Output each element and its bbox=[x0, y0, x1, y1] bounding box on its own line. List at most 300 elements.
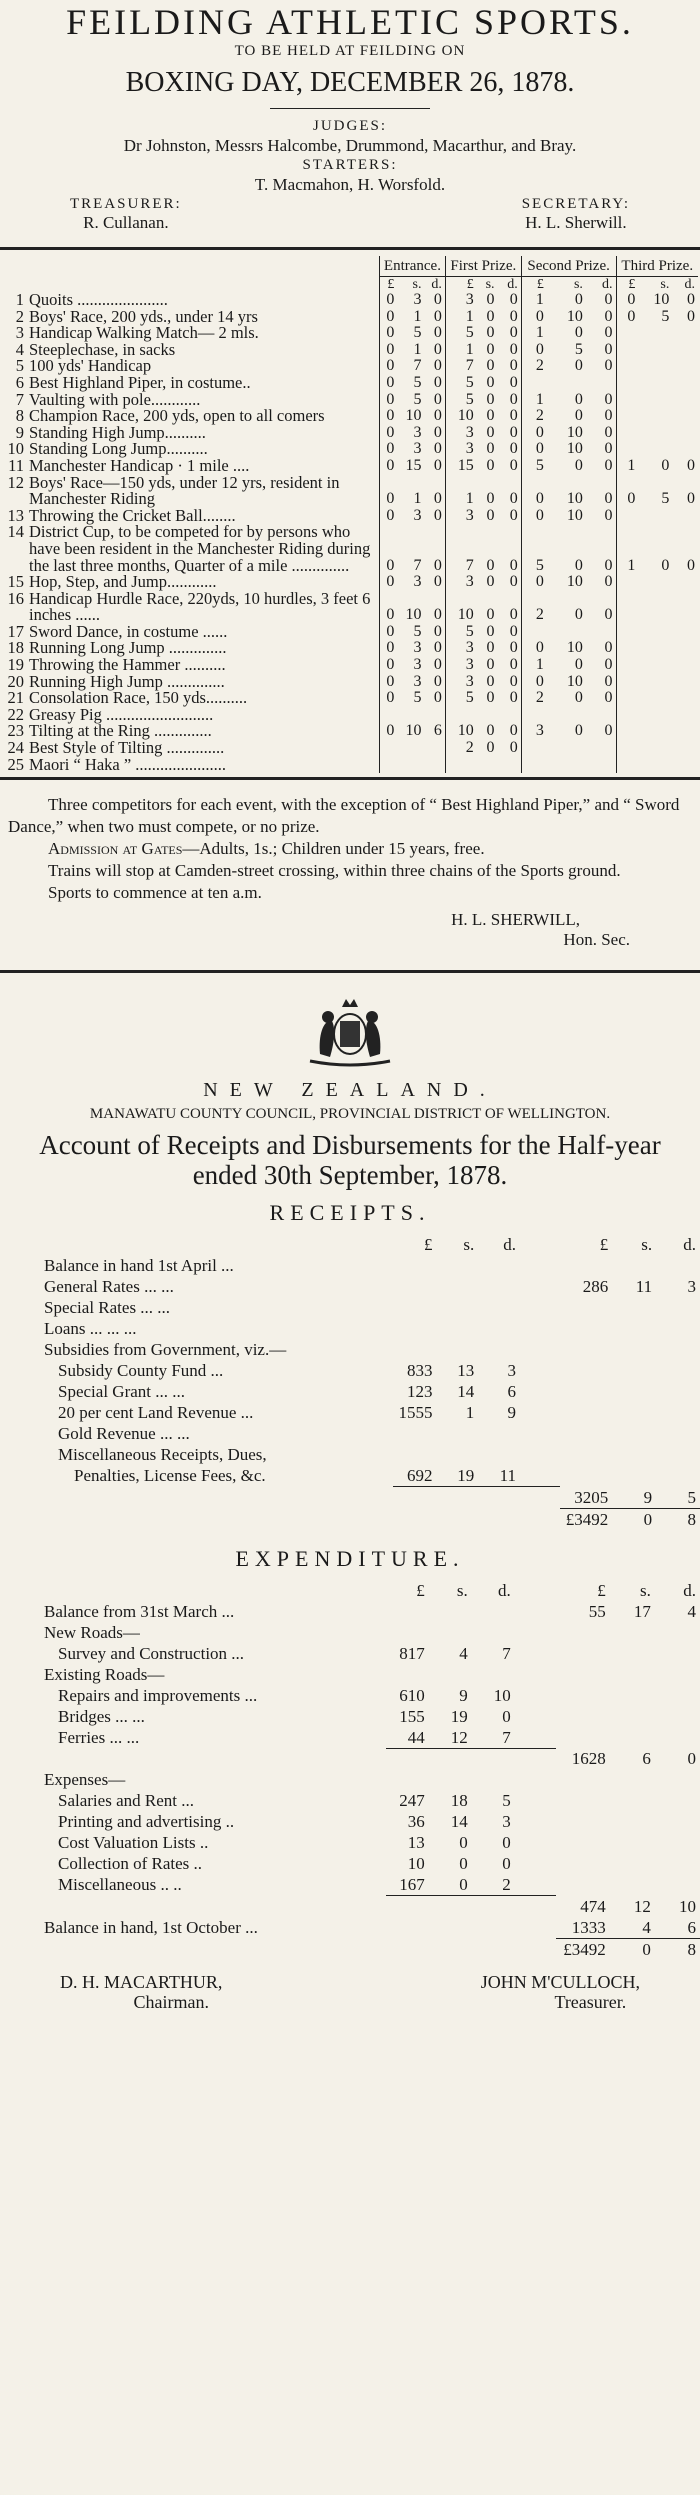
amount-cell: 3 bbox=[413, 506, 422, 524]
total-cell bbox=[560, 1339, 613, 1360]
amount-cell: 0 bbox=[433, 307, 442, 325]
amount-cell: 0 bbox=[486, 656, 495, 674]
amount-cell bbox=[616, 392, 638, 409]
amount-cell bbox=[616, 375, 638, 392]
amount-cell bbox=[437, 1318, 479, 1339]
amount-cell: 0 bbox=[574, 689, 583, 707]
amount-cell bbox=[672, 757, 698, 774]
amount-cell: 10 bbox=[407, 1854, 425, 1874]
total-cell: 3 bbox=[687, 1277, 696, 1297]
amount-cell: 0 bbox=[433, 506, 442, 524]
unit-label: d. bbox=[683, 1580, 696, 1600]
secretary-signature: H. L. SHERWILL, bbox=[451, 910, 580, 930]
amount-cell bbox=[429, 1622, 472, 1643]
amount-cell bbox=[638, 358, 672, 375]
amount-cell: 11 bbox=[499, 1466, 516, 1486]
amount-cell: 10 bbox=[493, 1685, 511, 1705]
amount-cell: 0 bbox=[509, 407, 518, 425]
event-number: 3 bbox=[15, 323, 24, 343]
unit-label: s. bbox=[573, 277, 583, 292]
amount-cell bbox=[616, 723, 638, 740]
treasurer-label: TREASURER: bbox=[70, 196, 182, 212]
amount-cell: 0 bbox=[604, 291, 613, 308]
table-top-rule bbox=[0, 247, 700, 250]
amount-cell bbox=[478, 1423, 520, 1444]
amount-cell: 0 bbox=[380, 458, 398, 475]
unit-label: d. bbox=[683, 1235, 696, 1255]
amount-cell: 0 bbox=[604, 672, 613, 690]
amount-cell: 5 bbox=[445, 325, 476, 342]
amount-cell bbox=[478, 1508, 520, 1530]
amount-cell bbox=[429, 1748, 472, 1769]
amount-cell bbox=[672, 740, 698, 757]
amount-cell bbox=[393, 1423, 437, 1444]
amount-cell bbox=[638, 574, 672, 591]
event-name: Standing High Jump.......... bbox=[29, 422, 206, 442]
amount-cell: 0 bbox=[433, 373, 442, 391]
total-cell bbox=[610, 1706, 655, 1727]
amount-cell: 19 bbox=[450, 1706, 468, 1726]
ledger-row bbox=[40, 1727, 700, 1749]
amount-cell: 0 bbox=[486, 407, 495, 425]
event-name: Boys' Race—150 yds, under 12 yrs, resident in Manchester Riding bbox=[29, 472, 340, 509]
amount-cell: 0 bbox=[380, 325, 398, 342]
total-cell bbox=[556, 1643, 610, 1664]
amount-cell: 7 bbox=[413, 357, 422, 375]
amount-cell: 0 bbox=[509, 456, 518, 474]
event-name: Maori “ Haka ” ...................... bbox=[29, 754, 227, 774]
total-cell bbox=[612, 1297, 656, 1318]
gap-cell bbox=[515, 1664, 556, 1685]
total-cell bbox=[656, 1297, 700, 1318]
total-cell: 11 bbox=[635, 1277, 653, 1297]
amount-cell: 0 bbox=[509, 573, 518, 591]
amount-cell: 1 bbox=[521, 292, 547, 309]
units-row bbox=[40, 1234, 700, 1255]
amount-cell: 0 bbox=[380, 358, 398, 375]
amount-cell: 0 bbox=[380, 375, 398, 392]
amount-cell bbox=[672, 342, 698, 359]
second-prize-header: Second Prize. bbox=[521, 256, 616, 277]
total-cell bbox=[560, 1360, 613, 1381]
amount-cell bbox=[616, 508, 638, 525]
amount-cell: 0 bbox=[380, 657, 398, 674]
gap-cell bbox=[515, 1685, 556, 1706]
total-cell bbox=[556, 1769, 610, 1790]
total-cell: 5 bbox=[687, 1487, 696, 1507]
unit-label: s. bbox=[463, 1235, 475, 1255]
amount-cell: 0 bbox=[486, 390, 495, 408]
amount-cell: 5 bbox=[445, 690, 476, 707]
amount-cell: 0 bbox=[433, 440, 442, 458]
amount-cell bbox=[478, 1255, 520, 1276]
amount-cell: 817 bbox=[399, 1643, 425, 1663]
ledger-row bbox=[40, 1790, 700, 1811]
ledger-label: Miscellaneous Receipts, Dues, bbox=[58, 1445, 267, 1465]
amount-cell: 0 bbox=[509, 606, 518, 624]
amount-cell: 0 bbox=[521, 640, 547, 657]
total-cell: 10 bbox=[679, 1896, 696, 1916]
amount-cell: 5 bbox=[521, 458, 547, 475]
roads-subtotal-row bbox=[40, 1748, 700, 1769]
amount-cell: 4 bbox=[459, 1643, 468, 1663]
total-cell: 8 bbox=[655, 1938, 700, 1960]
amount-cell bbox=[472, 1748, 515, 1769]
ledger-label: Subsidies from Government, viz.— bbox=[44, 1340, 287, 1360]
amount-cell: 0 bbox=[509, 722, 518, 740]
amount-cell bbox=[437, 1339, 479, 1360]
table-bottom-rule bbox=[0, 777, 700, 780]
amount-cell: 0 bbox=[604, 456, 613, 474]
ledger-row bbox=[40, 1874, 700, 1896]
total-cell bbox=[655, 1790, 700, 1811]
total-cell bbox=[656, 1381, 700, 1402]
amount-cell: 0 bbox=[486, 606, 495, 624]
amount-cell: 0 bbox=[486, 456, 495, 474]
amount-cell: 0 bbox=[433, 291, 442, 308]
event-number: 6 bbox=[15, 372, 24, 392]
total-cell bbox=[556, 1811, 610, 1832]
amount-cell: 0 bbox=[574, 390, 583, 408]
amount-cell bbox=[672, 591, 698, 624]
total-cell bbox=[556, 1685, 610, 1706]
total-cell bbox=[560, 1255, 613, 1276]
event-number: 10 bbox=[7, 439, 24, 459]
amount-cell: 5 bbox=[445, 624, 476, 641]
total-cell bbox=[655, 1853, 700, 1874]
amount-cell bbox=[386, 1664, 429, 1685]
amount-cell: 7 bbox=[445, 358, 476, 375]
event-number: 25 bbox=[7, 754, 24, 774]
ledger-label: Cost Valuation Lists .. bbox=[58, 1833, 209, 1853]
amount-cell: 10 bbox=[566, 307, 583, 325]
amount-cell: 3 bbox=[413, 639, 422, 657]
amount-cell: 0 bbox=[661, 556, 670, 574]
starters-label: STARTERS: bbox=[302, 157, 398, 173]
amount-cell bbox=[586, 375, 616, 392]
amount-cell: 0 bbox=[509, 556, 518, 574]
event-row bbox=[2, 475, 698, 508]
amount-cell: 0 bbox=[486, 556, 495, 574]
total-cell bbox=[612, 1360, 656, 1381]
amount-cell: 1 bbox=[616, 458, 638, 475]
amount-cell: 0 bbox=[574, 407, 583, 425]
amount-cell: 0 bbox=[433, 556, 442, 574]
ledger-label: New Roads— bbox=[44, 1622, 140, 1642]
amount-cell: 10 bbox=[566, 506, 583, 524]
amount-cell: 5 bbox=[502, 1791, 511, 1811]
admission-text: —Adults, 1s.; Children under 15 years, free. bbox=[182, 839, 485, 859]
events-body bbox=[2, 277, 698, 774]
amount-cell: 0 bbox=[521, 309, 547, 326]
expenditure-heading: EXPENDITURE. bbox=[235, 1545, 465, 1571]
total-cell bbox=[656, 1339, 700, 1360]
amount-cell: 0 bbox=[604, 307, 613, 325]
total-cell: 474 bbox=[580, 1896, 606, 1916]
event-name: Best Style of Tilting .............. bbox=[29, 738, 225, 758]
amount-cell: 0 bbox=[574, 606, 583, 624]
event-name: Boys' Race, 200 yds., under 14 yrs bbox=[29, 306, 258, 326]
amount-cell bbox=[380, 757, 398, 774]
amount-cell bbox=[472, 1601, 515, 1622]
ledger-row bbox=[40, 1643, 700, 1664]
event-name: Throwing the Hammer .......... bbox=[29, 655, 226, 675]
amount-cell: 0 bbox=[486, 490, 495, 508]
gap-cell bbox=[515, 1727, 556, 1749]
amount-cell: 0 bbox=[574, 456, 583, 474]
secretary-title: Hon. Sec. bbox=[563, 930, 630, 950]
amount-cell bbox=[672, 624, 698, 641]
blank-cell bbox=[40, 1580, 386, 1601]
amount-cell: 0 bbox=[604, 573, 613, 591]
amount-cell: 0 bbox=[509, 739, 518, 757]
amount-cell bbox=[386, 1896, 429, 1917]
ledger-label bbox=[40, 1487, 393, 1509]
amount-cell: 0 bbox=[604, 556, 613, 574]
amount-cell bbox=[397, 757, 424, 774]
amount-cell: 0 bbox=[604, 606, 613, 624]
total-cell bbox=[612, 1444, 656, 1465]
amount-cell: 0 bbox=[604, 506, 613, 524]
event-number: 12 bbox=[7, 472, 24, 492]
ledger-label: Bridges ... ... bbox=[58, 1706, 145, 1726]
amount-cell bbox=[521, 624, 547, 641]
total-cell bbox=[556, 1664, 610, 1685]
section-divider bbox=[0, 970, 700, 973]
treasurer-name: R. Cullanan. bbox=[83, 213, 169, 232]
amount-cell: 0 bbox=[687, 291, 695, 308]
amount-cell bbox=[478, 1276, 520, 1297]
amount-cell: 1 bbox=[413, 307, 422, 325]
amount-cell: 0 bbox=[486, 689, 495, 707]
amount-cell bbox=[386, 1769, 429, 1790]
amount-cell bbox=[547, 624, 586, 641]
amount-cell bbox=[616, 591, 638, 624]
ledger-label: Printing and advertising .. bbox=[58, 1812, 235, 1832]
amount-cell bbox=[478, 1297, 520, 1318]
ledger-row bbox=[40, 1255, 700, 1276]
total-cell bbox=[610, 1664, 655, 1685]
ledger-label: Collection of Rates .. bbox=[58, 1854, 203, 1874]
event-row bbox=[2, 591, 698, 624]
officers-row bbox=[0, 195, 700, 233]
amount-cell bbox=[478, 1487, 520, 1509]
total-cell bbox=[560, 1381, 613, 1402]
amount-cell: 0 bbox=[433, 340, 442, 358]
amount-cell bbox=[616, 425, 638, 442]
expenditure-table bbox=[40, 1580, 700, 1960]
total-cell bbox=[612, 1381, 656, 1402]
amount-cell: 2 bbox=[521, 358, 547, 375]
amount-cell bbox=[429, 1917, 472, 1939]
unit-label: s. bbox=[456, 1580, 468, 1600]
event-number: 18 bbox=[7, 638, 24, 658]
amount-cell: 5 bbox=[445, 375, 476, 392]
amount-cell bbox=[478, 1318, 520, 1339]
unit-label: s. bbox=[639, 1580, 651, 1600]
amount-cell bbox=[472, 1896, 515, 1917]
amount-cell bbox=[386, 1917, 429, 1939]
amount-cell: 0 bbox=[380, 392, 398, 409]
event-number: 5 bbox=[15, 356, 24, 376]
amount-cell: 5 bbox=[521, 524, 547, 574]
amount-cell: 0 bbox=[521, 508, 547, 525]
amount-cell bbox=[586, 624, 616, 641]
total-cell bbox=[556, 1874, 610, 1896]
amount-cell: 3 bbox=[413, 440, 422, 458]
judges-label: JUDGES: bbox=[312, 118, 387, 134]
amount-cell: 12 bbox=[450, 1727, 468, 1747]
amount-cell: 10 bbox=[566, 639, 583, 657]
amount-cell: 13 bbox=[457, 1361, 475, 1381]
amount-cell: 10 bbox=[566, 573, 583, 591]
ledger-label: Loans ... ... ... bbox=[44, 1319, 137, 1339]
amount-cell: 0 bbox=[433, 423, 442, 441]
amount-cell: 1 bbox=[413, 340, 422, 358]
gap-cell bbox=[520, 1297, 560, 1318]
amount-cell: 0 bbox=[486, 291, 495, 308]
amount-cell: 0 bbox=[486, 622, 495, 640]
amount-cell bbox=[672, 707, 698, 724]
event-number: 7 bbox=[15, 389, 24, 409]
amount-cell: 10 bbox=[653, 291, 670, 308]
amount-cell: 5 bbox=[661, 307, 670, 325]
amount-cell: 0 bbox=[574, 556, 583, 574]
total-cell bbox=[556, 1853, 610, 1874]
unit-label: d. bbox=[507, 277, 518, 292]
ledger-label: Balance in hand, 1st October ... bbox=[44, 1917, 258, 1937]
units-row bbox=[40, 1580, 700, 1601]
amount-cell: 0 bbox=[433, 324, 442, 342]
amount-cell: 14 bbox=[450, 1812, 468, 1832]
council-heading: MANAWATU COUNTY COUNCIL, PROVINCIAL DISTRICT OF WELLINGTON. bbox=[89, 1106, 611, 1123]
ledger-label bbox=[40, 1938, 386, 1960]
amount-cell: 0 bbox=[433, 672, 442, 690]
amount-cell bbox=[437, 1276, 479, 1297]
amount-cell: 0 bbox=[604, 390, 613, 408]
total-cell bbox=[610, 1769, 655, 1790]
amount-cell: 0 bbox=[380, 475, 398, 508]
amount-cell: 610 bbox=[399, 1685, 425, 1705]
ledger-label: Penalties, License Fees, &c. bbox=[74, 1466, 266, 1486]
unit-label: £ bbox=[521, 277, 547, 293]
event-number: 21 bbox=[7, 688, 24, 708]
event-name: Handicap Walking Match— 2 mls. bbox=[29, 323, 259, 343]
total-cell bbox=[610, 1832, 655, 1853]
gap-cell bbox=[520, 1339, 560, 1360]
total-cell: 17 bbox=[633, 1601, 651, 1621]
events-header-row bbox=[2, 256, 698, 277]
amount-cell bbox=[472, 1622, 515, 1643]
royal-coat-of-arms-icon bbox=[0, 989, 700, 1069]
gap-cell bbox=[520, 1381, 560, 1402]
amount-cell: 3 bbox=[445, 292, 476, 309]
amount-cell bbox=[672, 358, 698, 375]
amount-cell bbox=[429, 1938, 472, 1960]
amount-cell: 7 bbox=[413, 556, 422, 574]
event-name: Running High Jump .............. bbox=[29, 671, 225, 691]
gap-cell bbox=[515, 1917, 556, 1939]
event-name: Best Highland Piper, in costume.. bbox=[29, 372, 251, 392]
treasurer-signature bbox=[481, 1972, 640, 2012]
ledger-label: Expenses— bbox=[44, 1770, 126, 1790]
ledger-label: Existing Roads— bbox=[44, 1664, 165, 1684]
ledger-label: Special Rates ... ... bbox=[44, 1298, 171, 1318]
event-name: 100 yds' Handicap bbox=[29, 356, 152, 376]
ledger-label: Salaries and Rent ... bbox=[58, 1791, 194, 1811]
amount-cell: 0 bbox=[509, 390, 518, 408]
amount-cell: 3 bbox=[502, 1812, 511, 1832]
amount-cell bbox=[386, 1748, 429, 1769]
blank-cell bbox=[40, 1234, 393, 1255]
amount-cell bbox=[638, 640, 672, 657]
amount-cell: 0 bbox=[574, 357, 583, 375]
amount-cell bbox=[386, 1601, 429, 1622]
amount-cell: 10 bbox=[445, 591, 476, 624]
amount-cell: 15 bbox=[445, 458, 476, 475]
account-signatures bbox=[0, 1972, 700, 2012]
amount-cell: 3 bbox=[445, 574, 476, 591]
amount-cell bbox=[638, 441, 672, 458]
total-cell bbox=[655, 1685, 700, 1706]
amount-cell bbox=[429, 1769, 472, 1790]
amount-cell: 2 bbox=[445, 740, 476, 757]
amount-cell bbox=[638, 375, 672, 392]
third-prize-header: Third Prize. bbox=[616, 256, 698, 277]
amount-cell: 0 bbox=[687, 490, 695, 508]
amount-cell: 0 bbox=[433, 689, 442, 707]
unit-label: £ bbox=[616, 277, 638, 293]
amount-cell: 1 bbox=[465, 1403, 475, 1423]
event-name: Steeplechase, in sacks bbox=[29, 339, 176, 359]
amount-cell: 18 bbox=[450, 1791, 468, 1811]
treasurer-signature-title: Treasurer. bbox=[554, 1991, 627, 2012]
amount-cell bbox=[672, 574, 698, 591]
total-cell bbox=[655, 1664, 700, 1685]
ledger-label: Repairs and improvements ... bbox=[58, 1685, 258, 1705]
amount-cell: 2 bbox=[521, 690, 547, 707]
total-cell bbox=[612, 1255, 656, 1276]
amount-cell bbox=[616, 342, 638, 359]
amount-cell: 247 bbox=[399, 1791, 425, 1811]
amount-cell bbox=[429, 1664, 472, 1685]
amount-cell: 7 bbox=[502, 1727, 511, 1747]
amount-cell: 2 bbox=[521, 408, 547, 425]
total-cell bbox=[656, 1360, 700, 1381]
unit-label: s. bbox=[641, 1235, 653, 1255]
amount-cell bbox=[672, 508, 698, 525]
amount-cell: 167 bbox=[399, 1875, 425, 1895]
total-cell bbox=[556, 1832, 610, 1853]
ledger-row bbox=[40, 1360, 700, 1381]
amount-cell: 5 bbox=[413, 689, 422, 707]
ledger-label: Balance in hand 1st April ... bbox=[44, 1256, 234, 1276]
ledger-label bbox=[40, 1748, 386, 1769]
amount-cell: 0 bbox=[380, 624, 398, 641]
amount-cell bbox=[521, 740, 547, 757]
amount-cell: 3 bbox=[413, 573, 422, 591]
event-number: 14 bbox=[7, 522, 24, 542]
amount-cell: 5 bbox=[445, 392, 476, 409]
amount-cell: 0 bbox=[380, 640, 398, 657]
unit-label: d. bbox=[503, 1235, 516, 1255]
amount-cell: 5 bbox=[574, 340, 583, 358]
amount-cell: 0 bbox=[521, 475, 547, 508]
total-cell bbox=[656, 1423, 700, 1444]
amount-cell bbox=[521, 375, 547, 392]
total-cell bbox=[560, 1465, 613, 1487]
events-table bbox=[2, 256, 698, 773]
